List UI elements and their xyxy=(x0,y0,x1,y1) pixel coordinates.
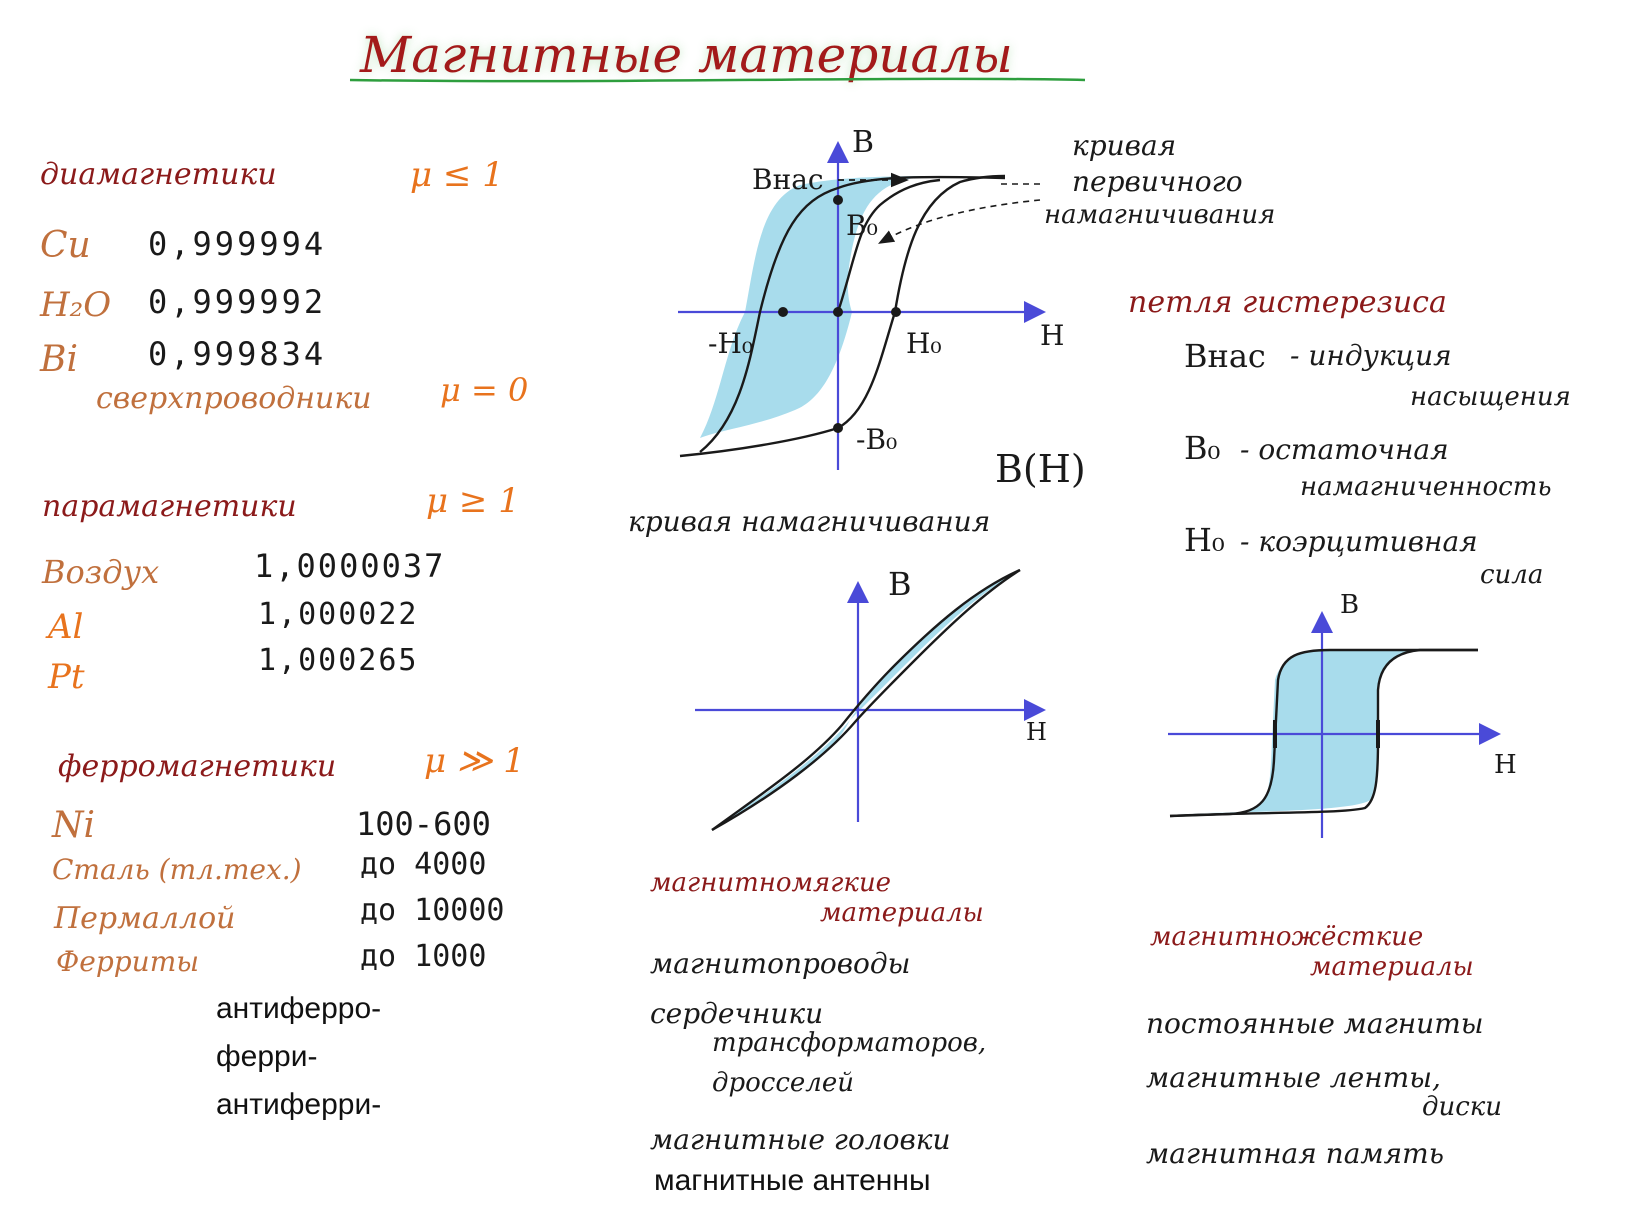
superconductors-label: сверхпроводники xyxy=(96,381,372,416)
dia-item-value: 0,999994 xyxy=(148,225,327,263)
soft-axis-b-label: B xyxy=(888,565,912,603)
ferri-label: ферри- xyxy=(216,1040,318,1073)
ferro-item-value: до 4000 xyxy=(360,847,487,882)
def-h0-symbol: H₀ xyxy=(1184,521,1225,559)
dia-condition: μ ≤ 1 xyxy=(410,155,504,195)
para-heading: парамагнетики xyxy=(42,489,297,524)
soft-use-1: магнитопроводы xyxy=(650,947,911,980)
ferro-item-value: до 10000 xyxy=(360,893,505,928)
hard-axis-b-label: B xyxy=(1340,590,1360,620)
hard-use-4: магнитная память xyxy=(1146,1137,1444,1170)
para-condition: μ ≥ 1 xyxy=(426,481,520,521)
axis-b-label: B xyxy=(852,125,875,160)
def-h0-line2: сила xyxy=(1480,560,1544,590)
hard-heading-2: материалы xyxy=(1310,952,1474,982)
hard-axis-h-label: H xyxy=(1494,750,1517,780)
loop-heading: петля гистерезиса xyxy=(1128,285,1447,320)
antiferro-label: антиферро- xyxy=(216,992,382,1025)
hard-material-diagram xyxy=(1168,622,1490,838)
soft-use-5: магнитные головки xyxy=(650,1123,951,1156)
para-item-name: Воздух xyxy=(42,553,160,591)
def-b0-line2: намагниченность xyxy=(1300,472,1552,502)
minus-b0-point xyxy=(833,423,843,433)
soft-use-3: трансформаторов, xyxy=(712,1028,987,1058)
ferro-condition: μ ≫ 1 xyxy=(424,741,525,781)
soft-use-2: сердечники xyxy=(650,997,824,1030)
para-item-name: Pt xyxy=(48,657,85,697)
hard-use-1: постоянные магниты xyxy=(1146,1007,1484,1040)
soft-material-diagram xyxy=(695,565,1035,830)
ferro-item-name: Пермаллой xyxy=(54,901,236,936)
hard-use-2: магнитные ленты, xyxy=(1146,1061,1441,1094)
dia-item-name: H₂O xyxy=(40,285,112,325)
bsat-label: Bнас xyxy=(752,163,824,196)
axis-h-label: H xyxy=(1040,319,1065,352)
para-item-value: 1,0000037 xyxy=(254,547,446,585)
soft-extra: магнитные антенны xyxy=(654,1164,931,1197)
ferro-heading: ферромагнетики xyxy=(58,749,337,784)
dia-item-value: 0,999992 xyxy=(148,283,327,321)
dia-item-name: Bi xyxy=(40,339,78,380)
page-title: Магнитные материалы xyxy=(360,26,1013,84)
origin-point xyxy=(833,307,843,317)
ferro-item-name: Ферриты xyxy=(56,945,200,978)
ferro-item-name: Ni xyxy=(52,805,96,846)
def-h0-line1: - коэрцитивная xyxy=(1240,525,1478,558)
h0-label: H₀ xyxy=(906,327,942,360)
bsat-point xyxy=(833,195,843,205)
def-bsat-line1: - индукция xyxy=(1290,339,1452,372)
soft-use-4: дросселей xyxy=(712,1068,854,1098)
dia-item-value: 0,999834 xyxy=(148,335,327,373)
minus-h0-point xyxy=(778,307,788,317)
para-item-name: Al xyxy=(48,607,84,647)
superconductors-condition: μ = 0 xyxy=(440,371,529,409)
minus-h0-label: -H₀ xyxy=(708,327,754,360)
soft-loop-fill-body xyxy=(710,565,1020,830)
antiferri-label: антиферри- xyxy=(216,1088,382,1121)
initial-curve-line2: первичного xyxy=(1072,165,1243,198)
soft-heading-1: магнитномягкие xyxy=(650,868,892,898)
magnetization-curve-label: кривая намагничивания xyxy=(628,505,991,538)
b0-label: B₀ xyxy=(846,209,878,242)
hard-loop-fill xyxy=(1168,650,1480,814)
para-item-value: 1,000265 xyxy=(258,643,419,678)
ferro-item-value: до 1000 xyxy=(360,939,487,974)
para-item-value: 1,000022 xyxy=(258,597,419,632)
ferro-item-name: Сталь (тл.тех.) xyxy=(52,853,302,886)
ferro-item-value: 100-600 xyxy=(356,805,491,843)
def-b0-line1: - остаточная xyxy=(1240,433,1449,466)
soft-heading-2: материалы xyxy=(820,898,984,928)
dia-heading: диамагнетики xyxy=(40,157,277,192)
hard-use-3: диски xyxy=(1422,1092,1503,1122)
def-b0-symbol: B₀ xyxy=(1184,429,1221,467)
title-underline xyxy=(350,79,1085,81)
soft-axis-h-label: H xyxy=(1026,718,1047,746)
initial-curve-line3: намагничивания xyxy=(1044,200,1276,230)
minus-b0-label: -B₀ xyxy=(856,423,898,456)
hard-heading-1: магнитножёсткие xyxy=(1150,922,1424,952)
dia-item-name: Cu xyxy=(40,225,91,266)
def-bsat-line2: насыщения xyxy=(1410,382,1571,412)
bh-label: B(H) xyxy=(995,447,1086,491)
initial-curve-line1: кривая xyxy=(1072,129,1177,162)
h0-point xyxy=(891,307,901,317)
initial-curve-pointer xyxy=(885,200,1040,240)
def-bsat-symbol: Bнас xyxy=(1184,337,1266,375)
